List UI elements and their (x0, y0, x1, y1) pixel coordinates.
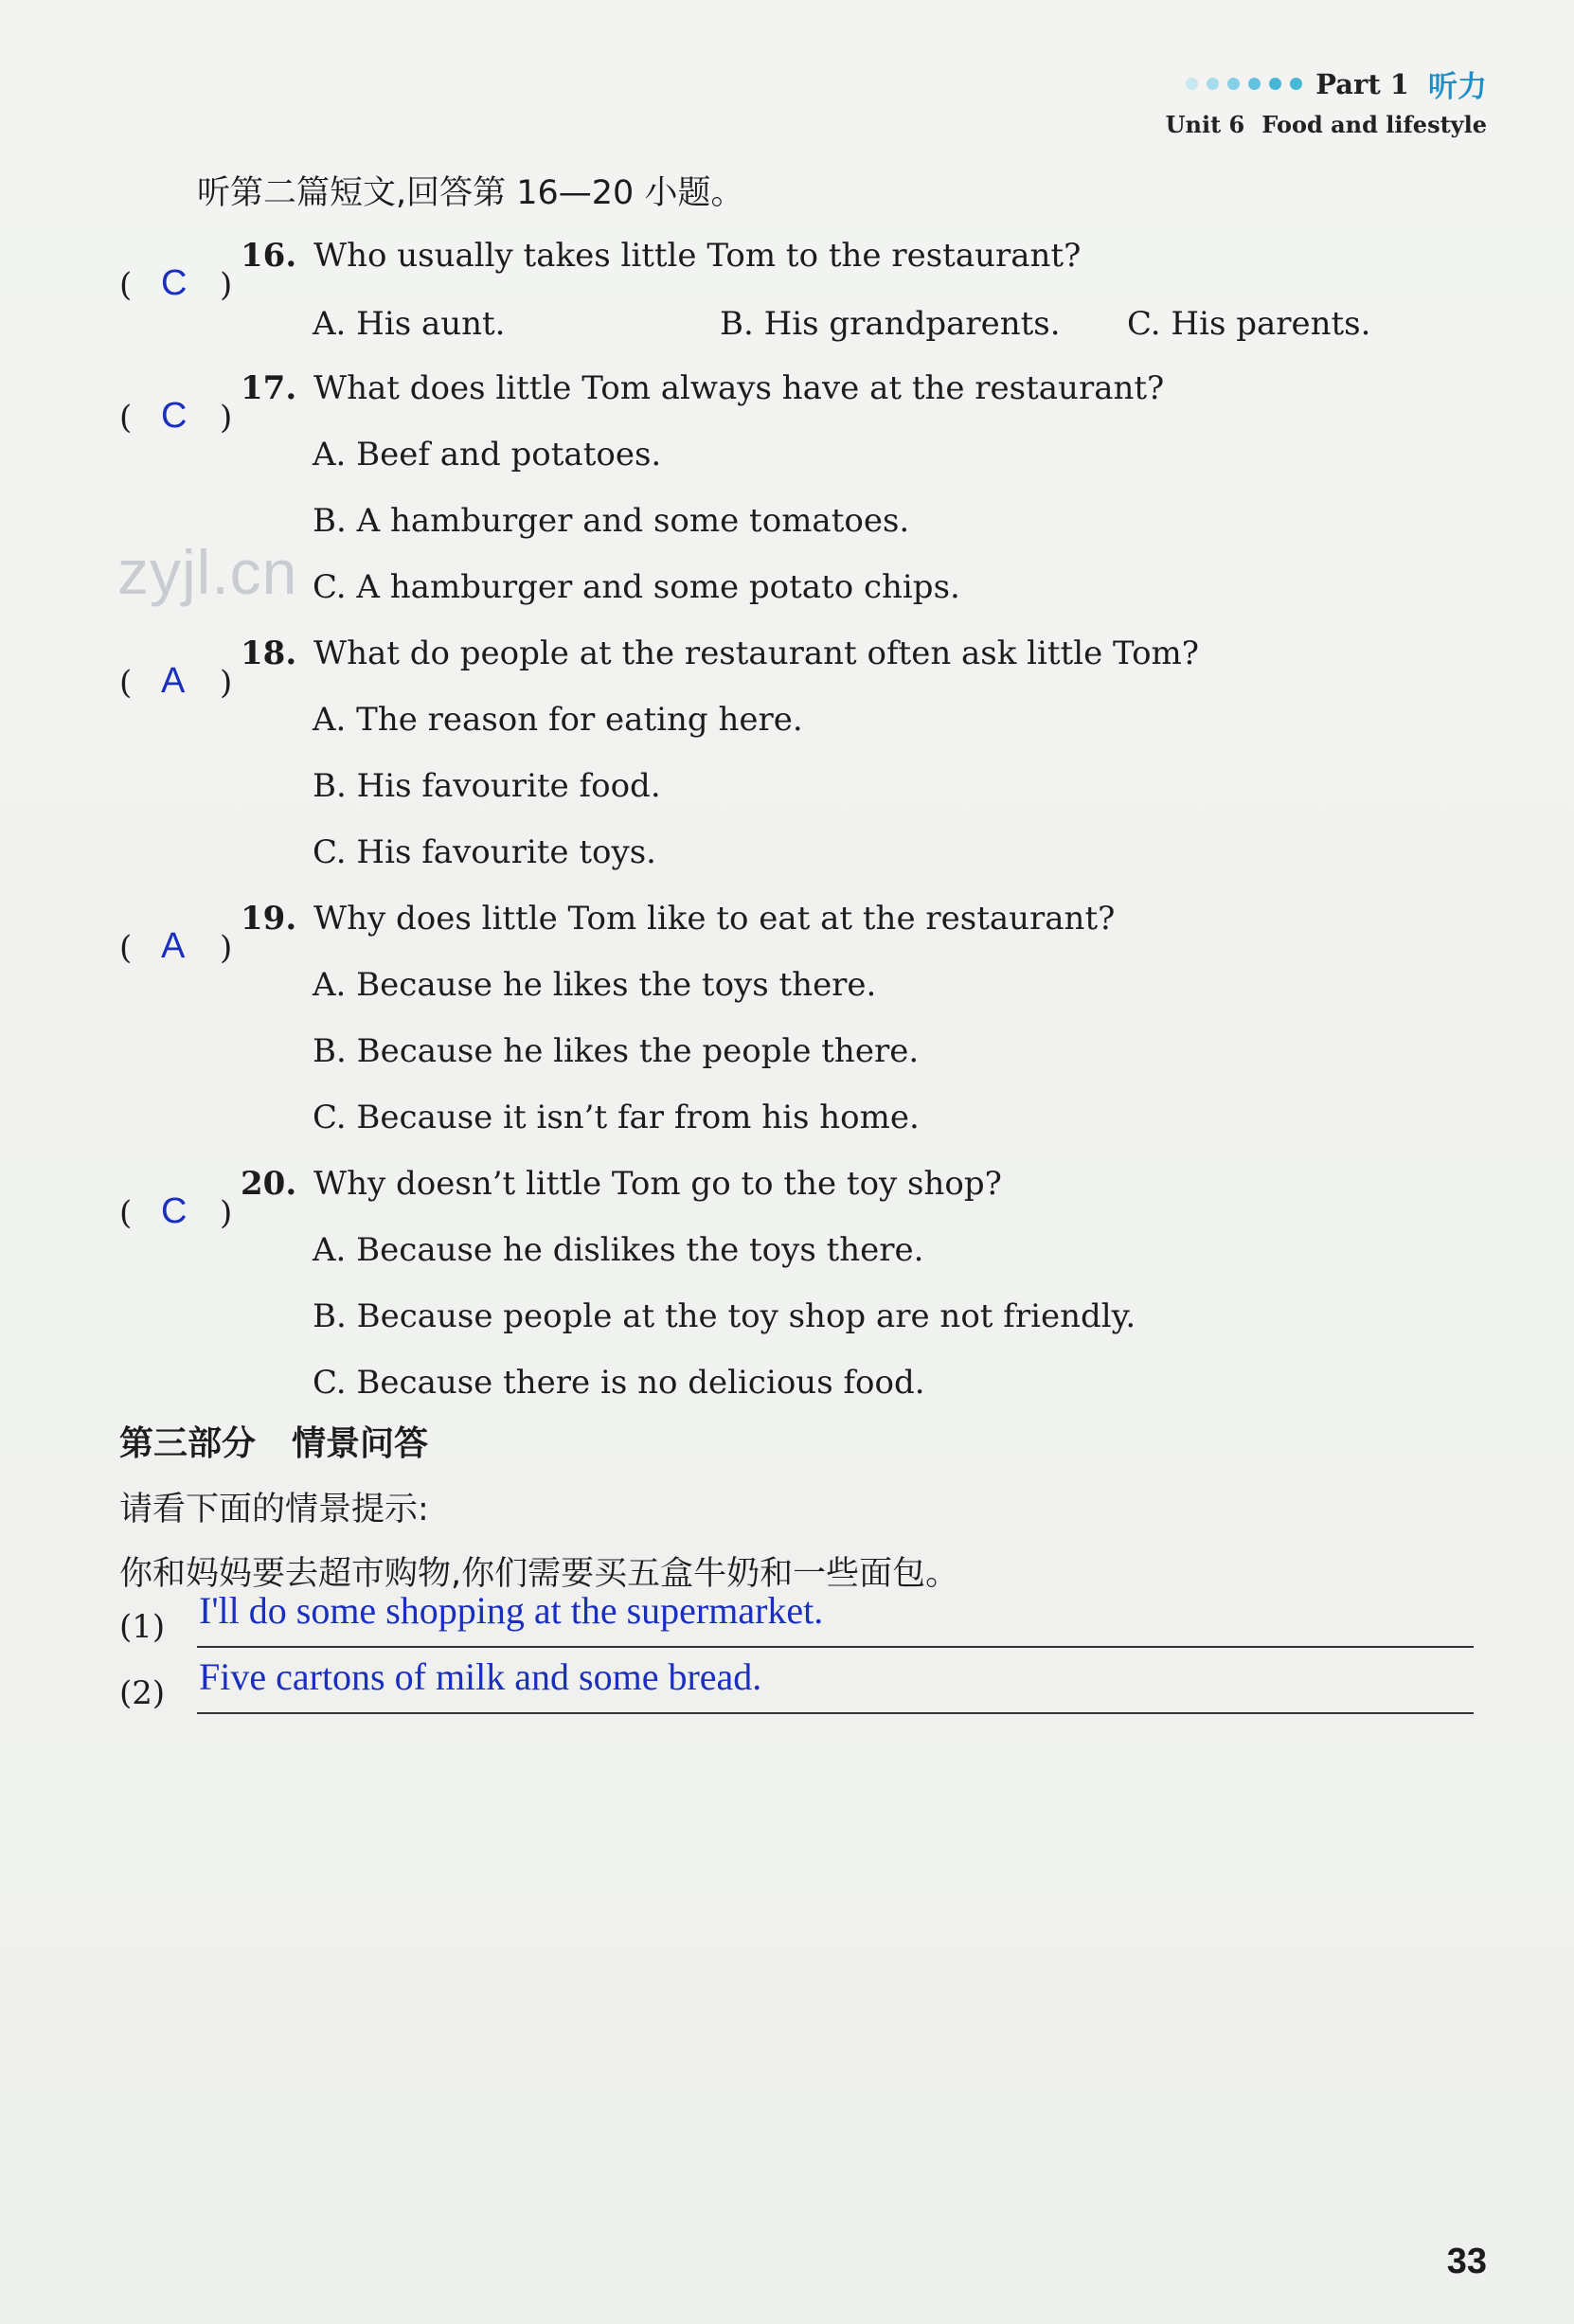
answer-rule (197, 1646, 1474, 1648)
option-c: C. A hamburger and some potato chips. (313, 568, 960, 606)
unit-title: Food and lifestyle (1261, 111, 1487, 138)
option-a: A. Beef and potatoes. (313, 436, 662, 474)
answer-mark: C (161, 396, 188, 436)
option-c: C. His favourite toys. (313, 833, 656, 871)
question-20: ( C ) 20. Why doesn’t little Tom go to the toy shop? (119, 1165, 1002, 1232)
question-number: 17. (241, 369, 297, 407)
option-b: B. Because people at the toy shop are not friendly. (313, 1297, 1136, 1335)
option-b: B. His favourite food. (313, 767, 661, 805)
passage-instruction: 听第二篇短文,回答第 16—20 小题。 (197, 174, 744, 212)
answer-line-2 (119, 1657, 1474, 1714)
option-b: B. Because he likes the people there. (313, 1032, 920, 1070)
question-text: Who usually takes little Tom to the restaurant? (313, 237, 1082, 275)
section-label: 听力 (1428, 70, 1487, 104)
option-a: A. Because he likes the toys there. (313, 966, 877, 1004)
page-header (1166, 63, 1487, 138)
section-heading (119, 1417, 428, 1465)
answer-mark: C (161, 1191, 188, 1231)
option-c: C. Because it isn’t far from his home. (313, 1099, 920, 1136)
question-19: ( A ) 19. Why does little Tom like to eat at the restaurant? (119, 900, 1116, 967)
handwritten-answer: Five cartons of milk and some bread. (199, 1655, 762, 1698)
question-text: Why does little Tom like to eat at the restaurant? (313, 900, 1116, 938)
answer-line-1 (119, 1591, 1474, 1648)
question-number: 19. (241, 900, 297, 938)
question-text: Why doesn’t little Tom go to the toy shop? (313, 1165, 1002, 1203)
section-subtitle: 情景问答 (292, 1424, 429, 1463)
question-text: What do people at the restaurant often ask little Tom? (313, 635, 1200, 672)
option-a: A. Because he dislikes the toys there. (313, 1231, 924, 1269)
answer-label: (2) (119, 1674, 166, 1712)
answer-mark: A (161, 661, 186, 701)
handwritten-answer: I'll do some shopping at the supermarket. (199, 1589, 824, 1632)
scenario-text: 你和妈妈要去超市购物,你们需要买五盒牛奶和一些面包。 (119, 1555, 959, 1593)
option-b: B. His grandparents. (720, 305, 1061, 343)
answer-mark: C (161, 263, 188, 303)
watermark: zyjl.cn (117, 537, 298, 607)
unit-label (1166, 111, 1487, 138)
option-b: B. A hamburger and some tomatoes. (313, 502, 910, 540)
question-16: ( C ) 16. Who usually takes little Tom to the restaurant? (119, 237, 1082, 304)
question-18: ( A ) 18. What do people at the restaurant often ask little Tom? (119, 635, 1200, 702)
section-title: 第三部分 (119, 1424, 257, 1463)
option-c: C. His parents. (1127, 305, 1371, 343)
option-c: C. Because there is no delicious food. (313, 1364, 925, 1402)
question-number: 20. (241, 1165, 297, 1203)
answer-mark: A (161, 926, 186, 966)
question-number: 18. (241, 635, 297, 672)
question-text: What does little Tom always have at the restaurant? (313, 369, 1165, 407)
unit-number: Unit 6 (1165, 111, 1245, 138)
scenario-hint: 请看下面的情景提示: (119, 1491, 429, 1528)
option-a: A. The reason for eating here. (313, 701, 803, 739)
page-number: 33 (1446, 2242, 1487, 2281)
question-17: ( C ) 17. What does little Tom always have at the restaurant? (119, 369, 1165, 437)
option-a: A. His aunt. (313, 305, 506, 343)
answer-rule (197, 1712, 1474, 1714)
answer-label: (1) (119, 1608, 166, 1646)
header-dots-icon (1186, 78, 1302, 90)
question-number: 16. (241, 237, 297, 275)
part-label: Part 1 (1315, 67, 1409, 100)
